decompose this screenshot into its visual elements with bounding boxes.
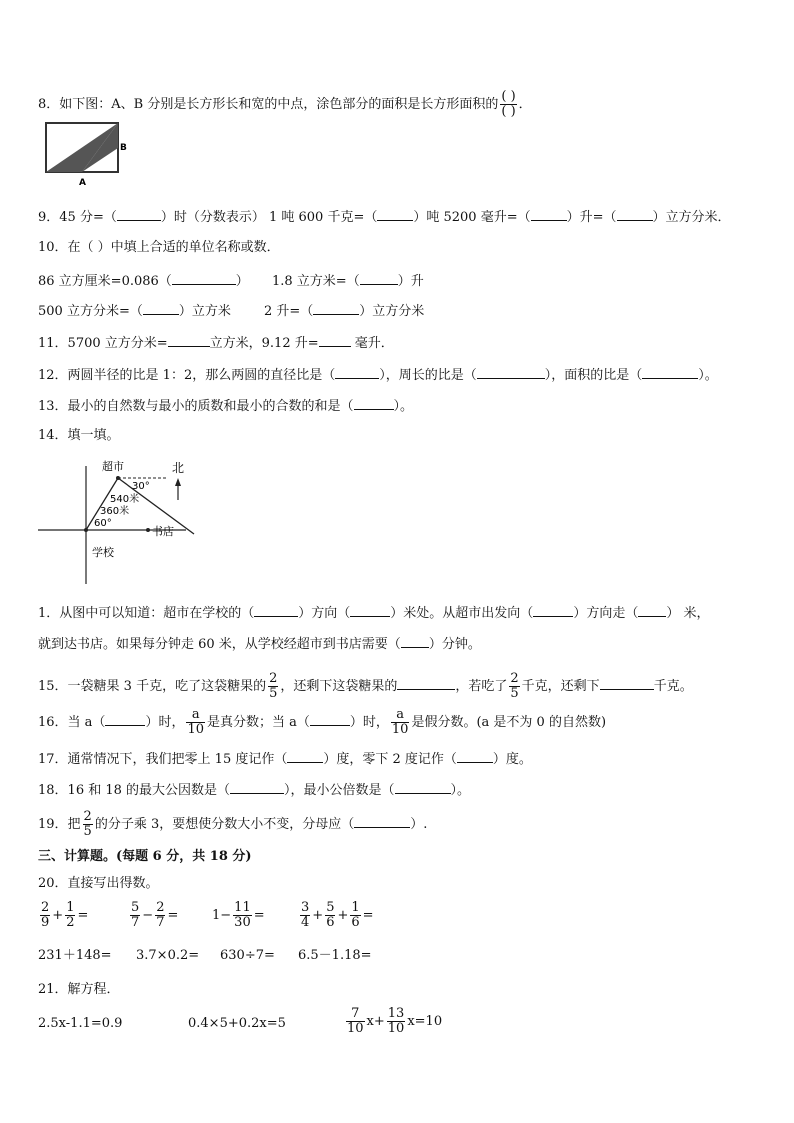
answer-blank[interactable] bbox=[335, 366, 379, 379]
answer-blank[interactable] bbox=[287, 750, 323, 763]
question-10-line-1b: 1.8 立方米=（ ）升 bbox=[272, 274, 424, 289]
question-11: 11．5700 立方分米= 立方米，9.12 升= 毫升． bbox=[38, 336, 394, 351]
answer-blank[interactable] bbox=[457, 750, 493, 763]
answer-blank[interactable] bbox=[230, 781, 284, 794]
question-12: 12．两圆半径的比是 1：2，那么两圆的直径比是（ ），周长的比是（ ），面积的比是（ ）。 bbox=[38, 368, 718, 383]
label-b: B bbox=[120, 143, 127, 153]
answer-blank[interactable] bbox=[533, 604, 573, 617]
expression-4: $\frac{3}{4}$ + $\frac{5}{6}$ + $\frac{1}{6}$ = bbox=[301, 900, 374, 930]
expression-8: 6.5－1.18= bbox=[298, 948, 372, 963]
question-8: 8．如下图：A、B 分别是长方形长和宽的中点，涂色部分的面积是长方形面积的 $\frac{( )}{( )}$ ． bbox=[38, 89, 532, 119]
answer-blank[interactable] bbox=[143, 302, 179, 315]
answer-blank[interactable] bbox=[310, 713, 350, 726]
question-10-title: 10．在（ ）中填上合适的单位名称或数． bbox=[38, 240, 280, 255]
question-10-line-2b: 2 升=（ ）立方分米 bbox=[264, 304, 425, 319]
answer-blank[interactable] bbox=[477, 366, 545, 379]
answer-blank[interactable] bbox=[117, 208, 161, 221]
question-13: 13．最小的自然数与最小的质数和最小的合数的和是（ ）。 bbox=[38, 399, 414, 414]
label-bookstore: 书店 bbox=[152, 525, 174, 538]
question-10-line-1: 86 立方厘米=0.086（ ） bbox=[38, 274, 249, 289]
section-3-heading: 三、计算题。(每题 6 分，共 18 分) bbox=[38, 849, 252, 864]
expression-3: 1− $\frac{11}{30}$ = bbox=[212, 900, 265, 930]
answer-blank[interactable] bbox=[313, 302, 359, 315]
question-19: 19．把 $\frac{2}{5}$ 的分子乘 3，要想使分数大小不变，分母应（ ）. bbox=[38, 809, 428, 839]
question-20-title: 20．直接写出得数。 bbox=[38, 876, 159, 891]
label-a: A bbox=[79, 178, 86, 188]
question-10-line-2: 500 立方分米=（ ）立方米 bbox=[38, 304, 231, 319]
label-540m: 540米 bbox=[110, 494, 140, 505]
answer-blank[interactable] bbox=[254, 604, 298, 617]
expression-2: $\frac{5}{7}$ − $\frac{2}{7}$ = bbox=[131, 900, 179, 930]
expression-6: 3.7×0.2= bbox=[136, 948, 200, 963]
question-21-title: 21．解方程． bbox=[38, 982, 120, 997]
answer-blank[interactable] bbox=[168, 334, 210, 347]
label-school: 学校 bbox=[92, 546, 114, 559]
answer-blank[interactable] bbox=[401, 635, 429, 648]
equation-1: 2.5x-1.1=0.9 bbox=[38, 1016, 123, 1031]
expression-1: $\frac{2}{9}$ + $\frac{1}{2}$ = bbox=[41, 900, 89, 930]
question-14-1-line-2: 就到达书店。如果每分钟走 60 米，从学校经超市到书店需要（ ）分钟。 bbox=[38, 637, 481, 652]
question-16: 16．当 a（ ）时， $\frac{a}{10}$ 是真分数；当 a（ ）时， $\frac{a}{10}$ 是假分数。(a 是不为 0 的自然数) bbox=[38, 707, 607, 737]
answer-blank[interactable] bbox=[638, 604, 666, 617]
direction-map-figure bbox=[36, 456, 206, 586]
answer-blank[interactable] bbox=[172, 272, 236, 285]
expression-7: 630÷7= bbox=[220, 948, 275, 963]
answer-blank[interactable] bbox=[350, 604, 390, 617]
label-north: 北 bbox=[172, 461, 185, 475]
question-15: 15．一袋糖果 3 千克，吃了这袋糖果的 $\frac{2}{5}$ ，还剩下这袋糖果的 ，若吃了 $\frac{2}{5}$ 千克，还剩下 千克。 bbox=[38, 671, 693, 701]
answer-blank[interactable] bbox=[642, 366, 698, 379]
answer-blank[interactable] bbox=[600, 677, 654, 690]
answer-blank[interactable] bbox=[395, 781, 451, 794]
answer-blank[interactable] bbox=[354, 397, 394, 410]
question-14-1-line-1: 1．从图中可以知道：超市在学校的（ ）方向（ ）米处。从超市出发向（ ）方向走（ ） 米， bbox=[38, 606, 710, 621]
label-angle-60: 60° bbox=[94, 518, 112, 529]
answer-blank[interactable] bbox=[319, 334, 351, 347]
answer-blank[interactable] bbox=[531, 208, 567, 221]
answer-blank[interactable] bbox=[617, 208, 653, 221]
question-17: 17．通常情况下，我们把零上 15 度记作（ ）度，零下 2 度记作（ ）度。 bbox=[38, 752, 532, 767]
answer-blank[interactable] bbox=[105, 713, 145, 726]
answer-blank[interactable] bbox=[377, 208, 413, 221]
question-14-title: 14．填一填。 bbox=[38, 428, 120, 443]
label-supermarket: 超市 bbox=[102, 460, 124, 473]
label-angle-30: 30° bbox=[132, 481, 150, 492]
answer-blank[interactable] bbox=[397, 677, 455, 690]
question-18: 18．16 和 18 的最大公因数是（ ），最小公倍数是（ ）。 bbox=[38, 783, 471, 798]
fraction-blank: $\frac{( )}{( )}$ bbox=[501, 89, 516, 119]
expression-5: 231＋148= bbox=[38, 948, 112, 963]
rectangle-figure bbox=[40, 118, 140, 190]
equation-3: $\frac{7}{10}$ x+ $\frac{13}{10}$ x=10 bbox=[347, 1006, 443, 1036]
equation-2: 0.4×5+0.2x=5 bbox=[188, 1016, 286, 1031]
label-360m: 360米 bbox=[100, 506, 130, 517]
answer-blank[interactable] bbox=[360, 272, 398, 285]
answer-blank[interactable] bbox=[354, 815, 410, 828]
question-9: 9．45 分=（ ）时（分数表示） 1 吨 600 千克=（ ）吨 5200 毫升=（ ）升=（ ）立方分米． bbox=[38, 210, 731, 225]
